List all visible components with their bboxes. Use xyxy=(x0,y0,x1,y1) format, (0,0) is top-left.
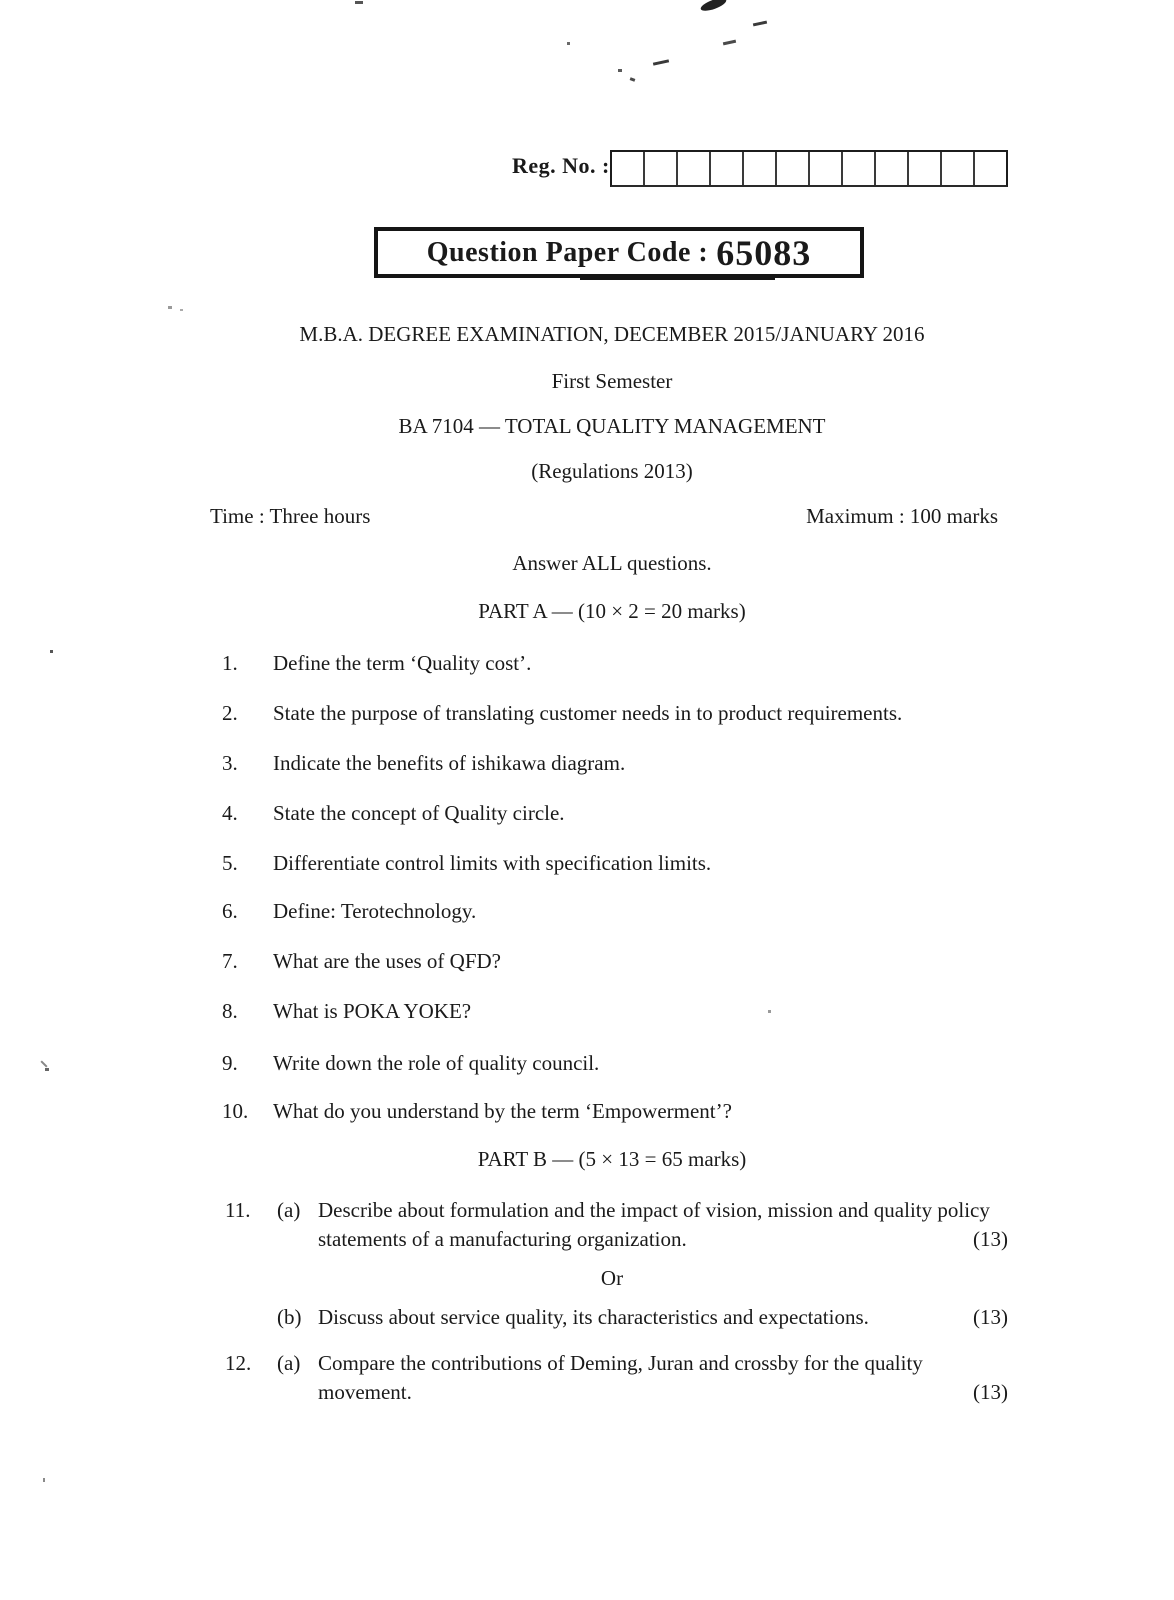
question-row xyxy=(222,851,1008,876)
reg-cell xyxy=(841,152,874,185)
part-b-heading: PART B — (5 × 13 = 65 marks) xyxy=(477,1147,747,1171)
scan-artifact xyxy=(50,650,53,653)
scan-artifact xyxy=(43,1478,45,1482)
reg-cell xyxy=(612,152,643,185)
question-text: Differentiate control limits with specification limits. xyxy=(273,851,712,875)
question-text: What are the uses of QFD? xyxy=(273,949,502,973)
question-number: 9. xyxy=(222,1051,238,1075)
scan-artifact xyxy=(45,1068,49,1071)
reg-cell xyxy=(643,152,676,185)
scan-artifact xyxy=(180,309,183,311)
question-row xyxy=(222,1099,1008,1124)
question-marks: (13) xyxy=(973,1227,1008,1251)
question-number: 10. xyxy=(222,1099,249,1123)
reg-no-grid xyxy=(610,150,1008,187)
question-row xyxy=(225,1349,1008,1407)
max-marks: Maximum : 100 marks xyxy=(806,504,998,528)
question-number: 12. xyxy=(225,1351,252,1375)
or-separator: Or xyxy=(600,1266,624,1290)
scan-artifact xyxy=(699,0,727,13)
question-number: 4. xyxy=(222,801,238,825)
question-text: Compare the contributions of Deming, Juran and crossby for the quality movement. xyxy=(318,1351,923,1404)
reg-cell xyxy=(742,152,775,185)
question-marks: (13) xyxy=(973,1305,1008,1329)
question-row xyxy=(222,949,1008,974)
exam-title: M.B.A. DEGREE EXAMINATION, DECEMBER 2015/JANUARY 2016 xyxy=(299,322,925,346)
scan-artifact xyxy=(653,59,669,65)
reg-cell xyxy=(808,152,841,185)
code-label: Question Paper Code : xyxy=(426,236,709,268)
question-row xyxy=(222,651,1008,676)
question-text: Define the term ‘Quality cost’. xyxy=(273,651,532,675)
question-number: 6. xyxy=(222,899,238,923)
question-number: 8. xyxy=(222,999,238,1023)
regulations: (Regulations 2013) xyxy=(531,459,693,483)
reg-cell xyxy=(973,152,1006,185)
question-row xyxy=(225,1303,1008,1332)
course-title: BA 7104 — TOTAL QUALITY MANAGEMENT xyxy=(398,414,826,438)
question-row xyxy=(225,1196,1008,1254)
question-number: 5. xyxy=(222,851,238,875)
question-text: Discuss about service quality, its characteristics and expectations. xyxy=(318,1305,869,1329)
question-text: Define: Terotechnology. xyxy=(273,899,477,923)
reg-cell xyxy=(907,152,940,185)
reg-cell xyxy=(676,152,709,185)
question-number: 11. xyxy=(225,1198,251,1222)
question-text: State the purpose of translating customer needs in to product requirements. xyxy=(273,701,903,725)
question-text: Describe about formulation and the impact of vision, mission and quality policy statements of a manufacturing organization. xyxy=(318,1198,990,1251)
question-text: What do you understand by the term ‘Empowerment’? xyxy=(273,1099,732,1123)
question-text: What is POKA YOKE? xyxy=(273,999,472,1023)
question-number: 3. xyxy=(222,751,238,775)
question-paper-code-box xyxy=(374,227,864,278)
reg-cell xyxy=(874,152,907,185)
question-row xyxy=(222,999,1008,1024)
scan-artifact xyxy=(618,69,622,72)
scan-artifact xyxy=(567,42,570,45)
question-row xyxy=(222,801,1008,826)
code-value: 65083 xyxy=(716,232,812,273)
scan-artifact xyxy=(630,77,636,82)
question-letter: (a) xyxy=(277,1198,301,1222)
question-number: 2. xyxy=(222,701,238,725)
question-row xyxy=(222,751,1008,776)
reg-cell xyxy=(940,152,973,185)
question-text: Write down the role of quality council. xyxy=(273,1051,600,1075)
scan-artifact xyxy=(40,1060,47,1067)
semester: First Semester xyxy=(551,369,673,393)
scan-artifact xyxy=(168,306,172,309)
question-text: Indicate the benefits of ishikawa diagram. xyxy=(273,751,626,775)
question-row xyxy=(222,701,1008,726)
scan-artifact xyxy=(753,21,767,27)
question-row xyxy=(222,899,1008,924)
reg-no-label: Reg. No. : xyxy=(512,153,610,178)
question-marks: (13) xyxy=(973,1380,1008,1404)
question-letter: (a) xyxy=(277,1351,301,1375)
reg-cell xyxy=(775,152,808,185)
question-text: State the concept of Quality circle. xyxy=(273,801,565,825)
scan-artifact xyxy=(355,1,363,4)
time-allowed: Time : Three hours xyxy=(210,504,371,528)
question-letter: (b) xyxy=(277,1305,302,1329)
question-row xyxy=(222,1051,1008,1076)
question-number: 1. xyxy=(222,651,238,675)
part-a-heading: PART A — (10 × 2 = 20 marks) xyxy=(478,599,746,623)
question-number: 7. xyxy=(222,949,238,973)
scan-artifact xyxy=(723,40,736,46)
answer-all-instruction: Answer ALL questions. xyxy=(512,551,712,575)
reg-cell xyxy=(709,152,742,185)
